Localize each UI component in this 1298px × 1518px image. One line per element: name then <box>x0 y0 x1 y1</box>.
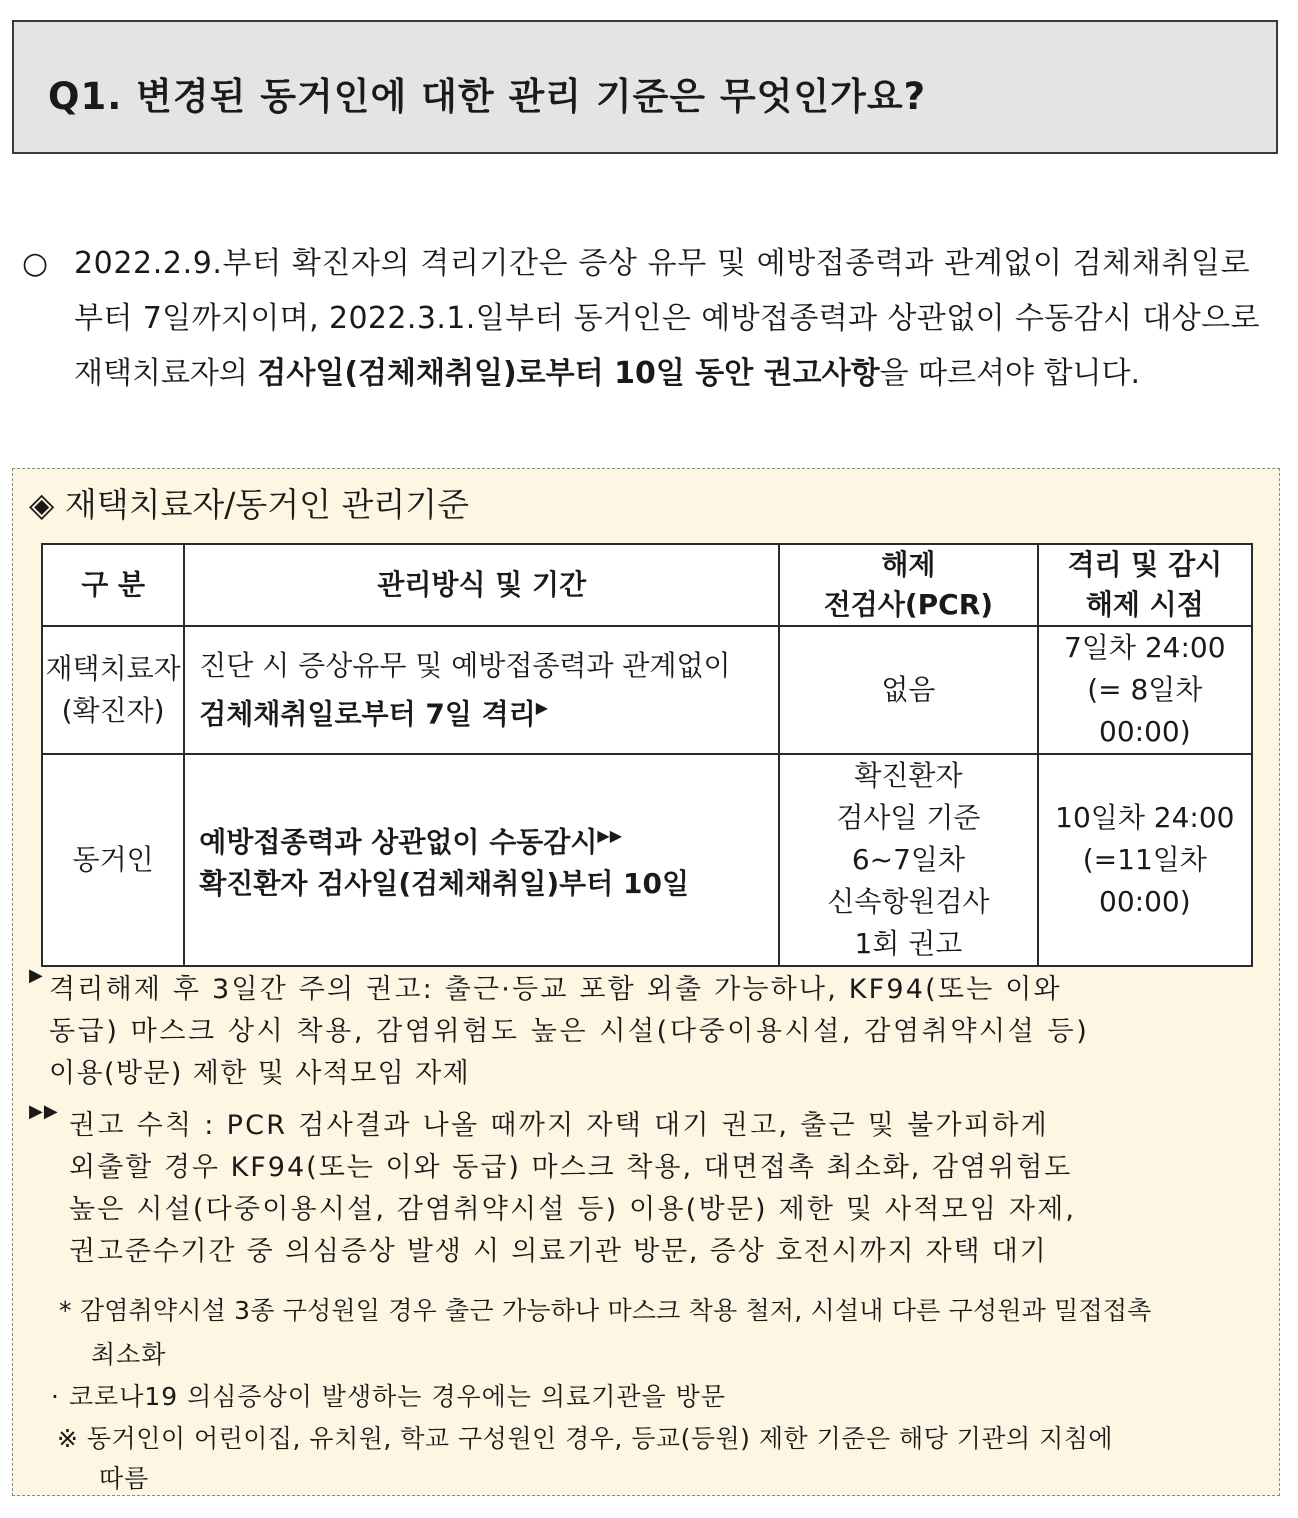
table-row <box>42 626 1252 754</box>
note-marker: ▶▶ <box>29 1101 59 1122</box>
note-1-line-2: 동급) 마스크 상시 착용, 감염위험도 높은 시설(다중이용시설, 감염취약시설 등) <box>49 1016 1090 1047</box>
row-release: 7일차 24:00 (= 8일차 00:00) <box>1038 626 1252 754</box>
row-release: 10일차 24:00 (=11일차 00:00) <box>1038 754 1252 966</box>
dot-note: · 코로나19 의심증상이 발생하는 경우에는 의료기관을 방문 <box>51 1382 726 1411</box>
circle-bullet-icon: ○ <box>22 246 49 281</box>
header-pcr: 해제 전검사(PCR) <box>779 544 1037 626</box>
star-note-line-1: * 감염취약시설 3종 구성원일 경우 출근 가능하나 마스크 착용 철저, 시설내 다른 구성원과 밀접접촉 <box>59 1296 1152 1325</box>
row-method: 진단 시 증상유무 및 예방접종력과 관계없이 검체채취일로부터 7일 격리▶ <box>184 626 779 754</box>
header-category: 구 분 <box>42 544 184 626</box>
intro-line-1: 2022.2.9.부터 확진자의 격리기간은 증상 유무 및 예방접종력과 관계없이 검체채취일로 <box>74 246 1251 281</box>
row-category: 동거인 <box>42 754 184 966</box>
note-2-line-4: 권고준수기간 중 의심증상 발생 시 의료기관 방문, 증상 호전시까지 자택 대기 <box>69 1236 1048 1267</box>
intro-line-3: 재택치료자의 검사일(검체채취일)로부터 10일 동안 권고사항을 따르셔야 합니다. <box>74 356 1141 391</box>
question-box <box>12 20 1278 154</box>
note-1-line-3: 이용(방문) 제한 및 사적모임 자제 <box>49 1058 471 1089</box>
note-2-line-3: 높은 시설(다중이용시설, 감염취약시설 등) 이용(방문) 제한 및 사적모임 자제, <box>69 1194 1077 1225</box>
reference-note-line-1: ※ 동거인이 어린이집, 유치원, 학교 구성원인 경우, 등교(등원) 제한 기준은 해당 기관의 지침에 <box>57 1424 1114 1453</box>
row-pcr: 없음 <box>779 626 1037 754</box>
question-title: Q1. 변경된 동거인에 대한 관리 기준은 무엇인가요? <box>48 75 927 118</box>
row-category: 재택치료자 (확진자) <box>42 626 184 754</box>
header-release: 격리 및 감시 해제 시점 <box>1038 544 1252 626</box>
note-2-line-1: 권고 수칙 : PCR 검사결과 나올 때까지 자택 대기 권고, 출근 및 불가피하게 <box>69 1110 1049 1141</box>
header-method: 관리방식 및 기간 <box>184 544 779 626</box>
note-marker: ▶ <box>535 697 549 717</box>
management-criteria-panel <box>12 468 1280 1496</box>
note-2-line-2: 외출할 경우 KF94(또는 이와 동급) 마스크 착용, 대면접촉 최소화, 감염위험도 <box>69 1152 1073 1183</box>
note-1-line-1: 격리해제 후 3일간 주의 권고: 출근·등교 포함 외출 가능하나, KF94(또는 이와 <box>49 974 1062 1005</box>
panel-title: ◈ 재택치료자/동거인 관리기준 <box>29 485 470 524</box>
star-note-line-2: 최소화 <box>91 1340 167 1369</box>
row-pcr: 확진환자 검사일 기준 6~7일차 신속항원검사 1회 권고 <box>779 754 1037 966</box>
note-marker: ▶▶ <box>597 825 623 845</box>
criteria-table <box>41 543 1253 967</box>
intro-line-2: 부터 7일까지이며, 2022.3.1.일부터 동거인은 예방접종력과 상관없이 수동감시 대상으로 <box>74 301 1260 336</box>
row-method: 예방접종력과 상관없이 수동감시▶▶ 확진환자 검사일(검체채취일)부터 10일 <box>184 754 779 966</box>
table-row <box>42 754 1252 966</box>
intro-emphasis: 검사일(검체채취일)로부터 10일 동안 권고사항 <box>257 356 880 391</box>
table-header-row <box>42 544 1252 626</box>
reference-note-line-2: 따름 <box>99 1464 150 1493</box>
note-marker: ▶ <box>29 965 44 986</box>
